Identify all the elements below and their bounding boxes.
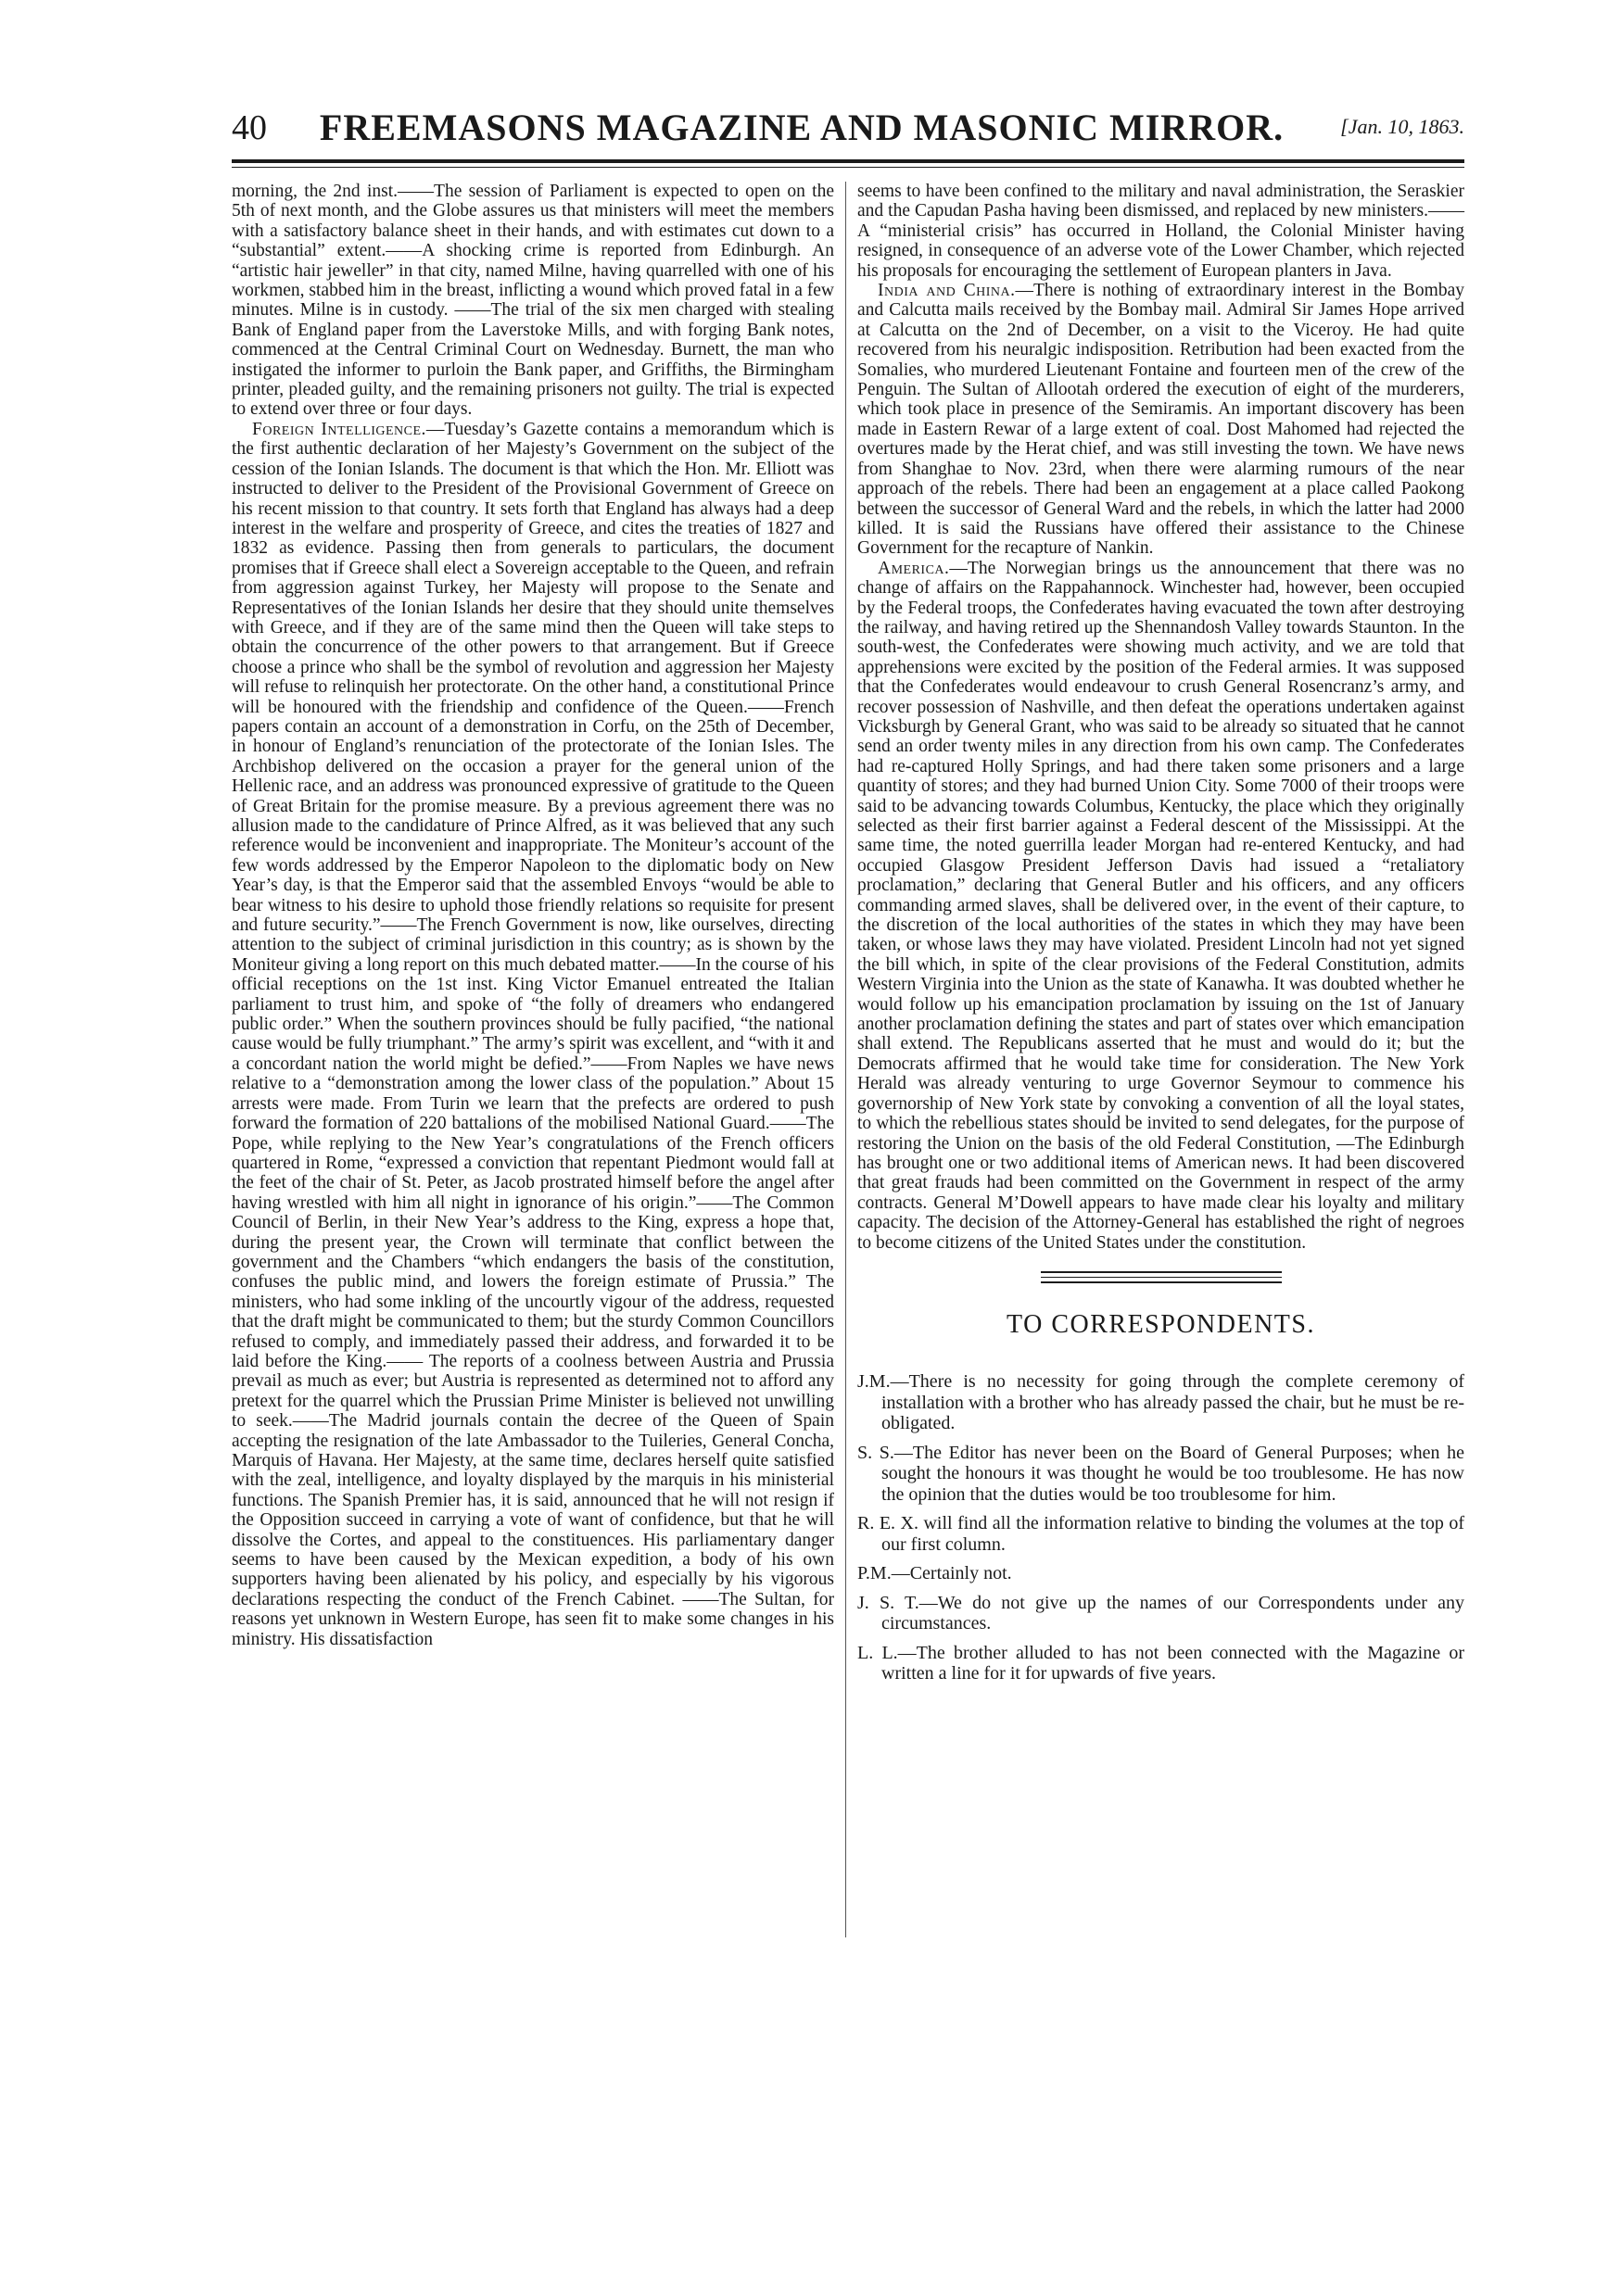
- list-item: L. L.—The brother alluded to has not been connected with the Magazine or written a line for it for upwards of five years.: [857, 1642, 1464, 1684]
- list-item: R. E. X. will find all the information relative to binding the volumes at the top of our first column.: [857, 1513, 1464, 1555]
- issue-date: [Jan. 10, 1863.: [1340, 115, 1464, 138]
- header-rule-thin: [232, 167, 1464, 168]
- magazine-title: FREEMASONS MAGAZINE AND MASONIC MIRROR.: [319, 107, 1285, 148]
- article-text: —Tuesday’s Gazette contains a memorandum which is the first authentic declaration of her Majesty’s Government on the subject of the cession of the Ionian Islands. The document is that which the Hon. Mr. Elliott was instructed to deliver to the President of the Provisional Government of Greece on his recent mission to that country. It sets forth that England has always had a deep interest in the welfare and prosperity of Greece, and cites the treaties of 1827 and 1832 as evidence. Passing then from generals to particulars, the document promises that if Greece shall elect a Sovereign acceptable to the Queen, and refrain from aggression against Turkey, her Majesty will propose to the Senate and Representatives of the Ionian Islands her desire that they should unite themselves with Greece, and if they are of the same mind then the Queen will take steps to obtain the concurrence of the other powers to that arrangement. But if Greece choose a prince who shall be the symbol of revolution and aggression her Majesty will refuse to relinquish her protectorate. On the other hand, a constitutional Prince will be honoured with the friendship and confidence of the Queen.——French papers contain an account of a demonstration in Corfu, on the 25th of December, in honour of England’s renunciation of the protectorate of the Ionian Isles. The Archbishop delivered on the occasion a prayer for the general union of the Hellenic race, and an address was pronounced expressive of gratitude to the Queen of Great Britain for the promise measure. By a previous agreement there was no allusion made to the candidature of Prince Alfred, as it was believed that any such reference would be inconvenient and inappropriate. The Moniteur’s account of the few words addressed by the Emperor Napoleon to the diplomatic body on New Year’s day, is that the Emperor said that the assembled Envoys “would be able to bear witness to his desire to uphold those friendly relations so requisite for present and future security.”——The French Government is now, like ourselves, directing attention to the subject of criminal jurisdiction in this country; as is shown by the Moniteur giving a long report on this much debated matter.——In the course of his official receptions on the 1st inst. King Victor Emanuel entreated the Italian parliament to trust him, and spoke of “the folly of dreamers who endangered public order.” When the southern provinces should be fully pacified, “the national cause would be fully triumphant.” The army’s spirit was excellent, and “with it and a concordant nation the world might be defied.”——From Naples we have news relative to a “demonstration among the lower class of the population.” About 15 arrests were made. From Turin we learn that the prefects are ordered to push forward the formation of 220 battalions of the mobilised National Guard.——The Pope, while replying to the New Year’s congratulations of the French officers quartered in Rome, “expressed a conviction that repentant Piedmont would fall at the feet of the chair of St. Peter, as Jacob prostrated himself before the angel after having wrestled with him all night in ignorance of his origin.”——The Common Council of Berlin, in their New Year’s address to the King, express a hope that, during the present year, the Crown will terminate that conflict between the government and the Chambers “which endangers the basis of the constitution, confuses the public mind, and lowers the foreign estimate of Prussia.” The ministers, who had some inkling of the uncourtly vigour of the address, requested that the draft might be communicated to them; but the sturdy Common Councillors refused to comply, and immediately passed their address, and forwarded it to be laid before the King.—— The reports of a coolness between Austria and Prussia prevail as much as ever; but Austria is represented as determined not to afford any pretext for the quarrel which the Prussian Prime Minister is believed not unwilling to seek.——The Madrid journals contain the decree of the Queen of Spain accepting the resignation of the late Ambassador to the Tuileries, General Concha, Marquis of Havana. Her Majesty, at the same time, declares herself quite satisfied with the zeal, intelligence, and loyalty displayed by the marquis in his ministerial functions. The Spanish Premier has, it is said, announced that he will not resign if the Opposition succeed in carrying a vote of want of confidence, but that he will dissolve the Cortes, and appeal to the constituences. His parliamentary danger seems to have been caused by the Mexican expedition, a body of his own supporters having been alienated by his policy, and especially by his vigorous declarations respecting the conduct of the French Cabinet. ——The Sultan, for reasons yet unknown in Western Europe, has seen fit to make some changes in his ministry. His dissatisfaction: [232, 419, 834, 1649]
- list-item: S. S.—The Editor has never been on the Board of General Purposes; when he sought the honours it was thought he would be too troublesome. He has now the opinion that the duties would be too troublesome for him.: [857, 1442, 1464, 1505]
- article-paragraph: [232, 420, 834, 1649]
- list-item: P.M.—Certainly not.: [857, 1563, 1012, 1584]
- right-column: [857, 182, 1464, 1693]
- section-heading: Foreign Intelligence.: [252, 419, 426, 439]
- section-heading: India and China.: [878, 281, 1016, 301]
- article-text: —The Norwegian brings us the announcement that there was no change of affairs on the Rappahannock. Winchester had, however, been occupied by the Federal troops, the Confederates having evacuated the town after destroying the railway, and having retired up the Shennandosh Valley towards Staunton. In the south-west, the Confederates were showing much activity, and we are told that apprehensions were excited by the position of the Federal armies. It was supposed that the Confederates would endeavour to crush General Rosencranz’s army, and recover possession of Nashville, and then defeat the operations undertaken against Vicksburgh by General Grant, who was said to be already so situated that he cannot send an order twenty miles in any direction from his own camp. The Confederates had re-captured Holly Springs, and had there taken some prisoners and a large quantity of stores; and they had burned Union City. Some 7000 of their troops were said to be advancing towards Columbus, Kentucky, the place which they originally selected as their first barrier against a Federal descent of the Mississippi. At the same time, the noted guerrilla leader Morgan had re-entered Kentucky, and had occupied Glasgow President Jefferson Davis had issued a “retaliatory proclamation,” declaring that General Butler and his officers, and any officers commanding armed slaves, shall be delivered over, in the event of their capture, to the discretion of the local authorities of the states in which they may have been taken, or whose laws they may have violated. President Lincoln had not yet signed the bill which, in spite of the clear provisions of the Federal Constitution, admits Western Virginia into the Union as the state of Kanawha. It was doubted whether he would follow up his emancipation proclamation by issuing on the 1st of January another proclamation defining the states and part of states over which emancipation shall extend. The Republicans asserted that he must and would do it; but the Democrats affirmed that he would take time for consideration. The New York Herald was already venturing to urge Governor Seymour to commence his governorship of New York state by convoking a convention of all the loyal states, to which the rebellious states should be invited to send delegates, for the purpose of restoring the Union on the basis of the old Federal Constitution, —The Edinburgh has brought one or two additional items of American news. It had been discovered that great frauds had been committed on the Government in respect of the army contracts. General M’Dowell appears to have made clear his loyalty and military capacity. The decision of the Attorney-General has established the right of negroes to become citizens of the United States under the constitution.: [857, 558, 1464, 1253]
- article-paragraph: [232, 182, 834, 420]
- article-paragraph: [857, 182, 1464, 281]
- article-paragraph: [857, 559, 1464, 1253]
- section-ornament-rule: [1041, 1271, 1282, 1283]
- masthead: [232, 100, 1464, 156]
- article-paragraph: [857, 281, 1464, 559]
- page-number: 40: [232, 108, 267, 147]
- left-column: [232, 182, 834, 1649]
- correspondents-heading: TO CORRESPONDENTS.: [1007, 1309, 1315, 1339]
- correspondents-list: [857, 1371, 1464, 1684]
- section-heading: America.: [878, 558, 950, 578]
- column-divider: [845, 182, 846, 1937]
- list-item: J. S. T.—We do not give up the names of our Correspondents under any circumstances.: [857, 1592, 1464, 1634]
- article-text: —There is nothing of extraordinary interest in the Bombay and Calcutta mails received by the Bombay mail. Admiral Sir James Hope arrived at Calcutta on the 2nd of December, on a visit to the Viceroy. He had quite recovered from his neuralgic indisposition. Retribution had been exacted from the Somalies, who murdered Lieutenant Fontaine and fourteen men of the crew of the Penguin. The Sultan of Allootah ordered the execution of eight of the murderers, which took place in presence of the Semiramis. An important discovery has been made in Eastern Rewar of a large extent of coal. Dost Mahomed had rejected the overtures made by the Herat chief, and was still investing the town. We have news from Shanghae to Nov. 23rd, when there were alarming rumours of the near approach of the rebels. There had been an engagement at a place called Paokong between the successor of General Ward and the rebels, in which the latter had 2000 killed. It is said the Russians have offered their assistance to the Chinese Government for the recapture of Nankin.: [857, 281, 1464, 559]
- article-text: seems to have been confined to the military and naval administration, the Seraskier and the Capudan Pasha having been dismissed, and replaced by new ministers.——A “ministerial crisis” has occurred in Holland, the Colonial Minister having resigned, in consequence of an adverse vote of the Lower Chamber, which rejected his proposals for encouraging the settlement of European planters in Java.: [857, 182, 1464, 281]
- header-rule: [232, 159, 1464, 163]
- list-item: J.M.—There is no necessity for going through the complete ceremony of installation with a brother who has already passed the chair, but he must be re-obligated.: [857, 1371, 1464, 1434]
- article-text: morning, the 2nd inst.——The session of Parliament is expected to open on the 5th of next month, and the Globe assures us that ministers will meet the members with a satisfactory balance sheet in their hands, and with estimates cut down to a “substantial” extent.——A shocking crime is reported from Edinburgh. An “artistic hair jeweller” in that city, named Milne, having quarrelled with one of his workmen, stabbed him in the breast, inflicting a wound which proved fatal in a few minutes. Milne is in custody. ——The trial of the six men charged with stealing Bank of England paper from the Laverstoke Mills, and with forging Bank notes, commenced at the Central Criminal Court on Wednesday. Burnett, the man who instigated the informer to purloin the Bank paper, and Griffiths, the Birmingham printer, pleaded guilty, and the remaining prisoners not guilty. The trial is expected to extend over three or four days.: [232, 182, 834, 420]
